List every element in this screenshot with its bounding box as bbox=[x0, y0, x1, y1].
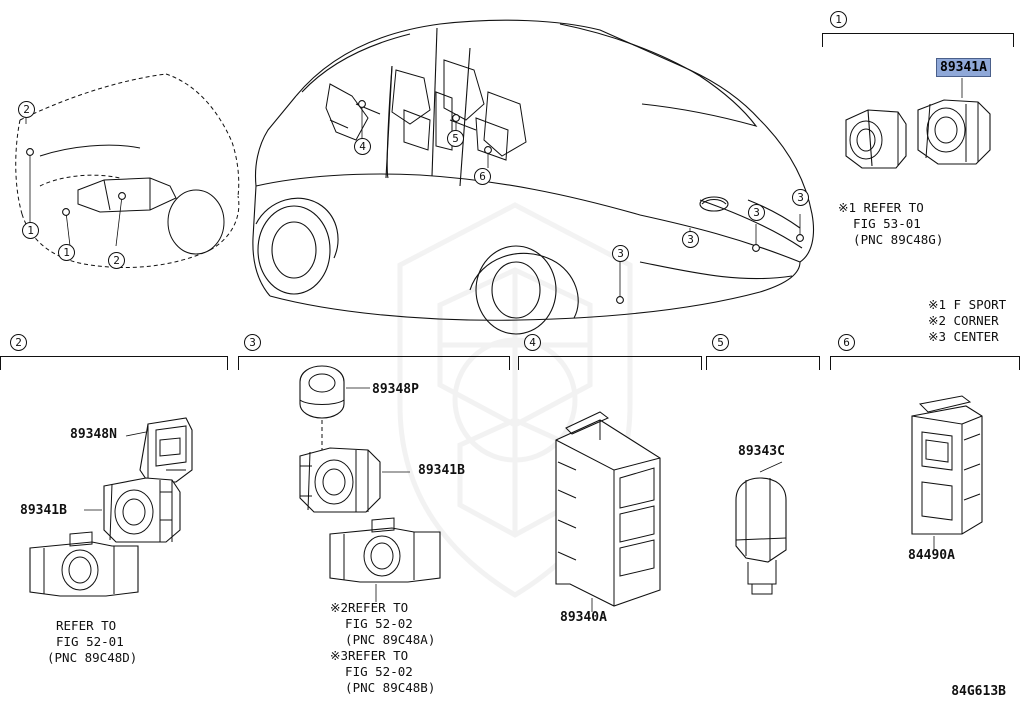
part-number-89341B-p3: 89341B bbox=[418, 463, 465, 478]
panel-3-note-5: (PNC 89C48B) bbox=[330, 680, 436, 695]
diagram-code: 84G613B bbox=[951, 684, 1006, 699]
panel-6-number: 6 bbox=[838, 334, 855, 351]
panel-1-note-2: (PNC 89C48G) bbox=[838, 232, 944, 247]
panel-1-note-0: ※1 REFER TO bbox=[838, 200, 924, 215]
panel-1-number: 1 bbox=[830, 11, 847, 28]
vehicle-marker-3d: 3 bbox=[792, 189, 809, 206]
panel-2-note-2: (PNC 89C48D) bbox=[47, 650, 138, 665]
part-number-89341B-p2: 89341B bbox=[20, 503, 67, 518]
part-number-89348N: 89348N bbox=[70, 427, 117, 442]
panel-1-note-1: FIG 53-01 bbox=[838, 216, 921, 231]
panel-3-note-2: (PNC 89C48A) bbox=[330, 632, 436, 647]
part-number-89341A: 89341A bbox=[936, 58, 991, 77]
part-number-89343C: 89343C bbox=[738, 444, 785, 459]
vehicle-marker-6: 6 bbox=[474, 168, 491, 185]
panel-2-note-1: FIG 52-01 bbox=[56, 634, 124, 649]
legend-line-2: ※3 CENTER bbox=[928, 329, 999, 344]
panel-3-number: 3 bbox=[244, 334, 261, 351]
panel-2-note-0: REFER TO bbox=[56, 618, 117, 633]
vehicle-marker-1b: 1 bbox=[58, 244, 75, 261]
part-number-89348P: 89348P bbox=[372, 382, 419, 397]
vehicle-marker-1a: 1 bbox=[22, 222, 39, 239]
vehicle-marker-3a: 3 bbox=[612, 245, 629, 262]
part-number-84490A: 84490A bbox=[908, 548, 955, 563]
legend-line-1: ※2 CORNER bbox=[928, 313, 999, 328]
panel-3-note-0: ※2REFER TO bbox=[330, 600, 409, 615]
vehicle-marker-4: 4 bbox=[354, 138, 371, 155]
vehicle-marker-5: 5 bbox=[447, 130, 464, 147]
vehicle-marker-3c: 3 bbox=[748, 204, 765, 221]
panel-3-note-4: FIG 52-02 bbox=[330, 664, 413, 679]
vehicle-marker-2b: 2 bbox=[108, 252, 125, 269]
panel-4-number: 4 bbox=[524, 334, 541, 351]
panel-3-note-3: ※3REFER TO bbox=[330, 648, 409, 663]
panel-5-number: 5 bbox=[712, 334, 729, 351]
vehicle-marker-3b: 3 bbox=[682, 231, 699, 248]
legend-line-0: ※1 F SPORT bbox=[928, 297, 1007, 312]
panel-2-number: 2 bbox=[10, 334, 27, 351]
part-number-89340A: 89340A bbox=[560, 610, 607, 625]
vehicle-marker-2: 2 bbox=[18, 101, 35, 118]
panel-3-note-1: FIG 52-02 bbox=[330, 616, 413, 631]
